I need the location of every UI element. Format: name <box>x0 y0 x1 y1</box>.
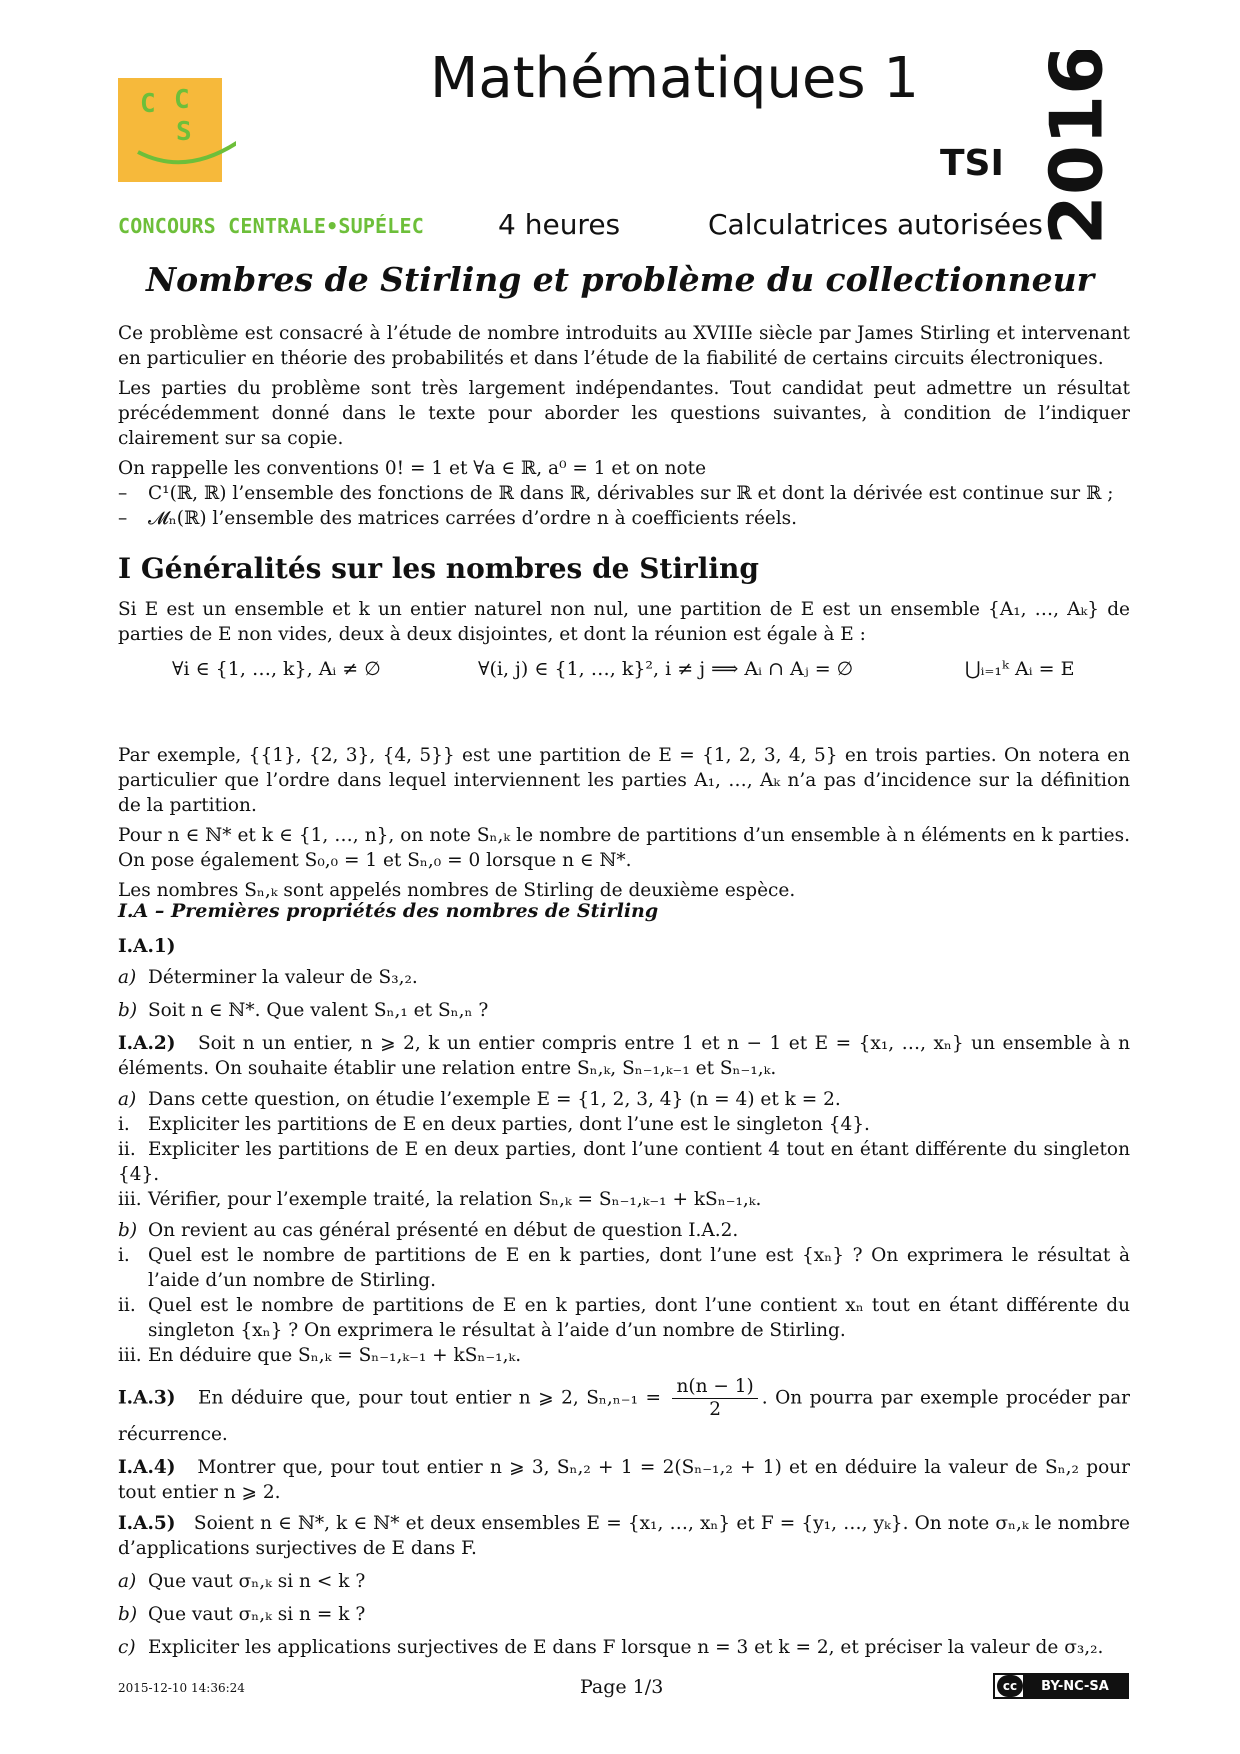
cc-icon: cc <box>997 1675 1023 1697</box>
intro <box>118 321 1130 531</box>
item-label: c) <box>118 1637 136 1658</box>
item-label: a) <box>118 1571 137 1592</box>
question-item <box>118 1087 1130 1112</box>
list-dash: – <box>118 508 128 529</box>
question-text: . On pourra par exemple procéder par récurrence. <box>118 1387 1130 1445</box>
question-text: Vérifier, pour l’exemple traité, la relation Sₙ,ₖ = Sₙ₋₁,ₖ₋₁ + kSₙ₋₁,ₖ. <box>148 1189 762 1210</box>
fraction-denominator: 2 <box>709 1399 721 1420</box>
question-text: Soient n ∈ ℕ*, k ∈ ℕ* et deux ensembles E = {x₁, …, xₙ} et F = {y₁, …, yₖ}. On note σₙ,ₖ le nombre d’applications surjectives de E dans F. <box>118 1513 1130 1559</box>
section1-p1: Si E est un ensemble et k un entier naturel non nul, une partition de E est un ensemble {A₁, …, Aₖ} de parties de E non vides, deux à deux disjointes, et dont la réunion est égale à E : <box>118 599 1130 645</box>
page-number: Page 1/3 <box>580 1676 664 1698</box>
svg-text:S: S <box>176 117 192 147</box>
item-label: iii. <box>118 1189 142 1210</box>
question-subitem <box>118 1137 1130 1187</box>
formula-nonempty: ∀i ∈ {1, …, k}, Aᵢ ≠ ∅ <box>172 658 381 680</box>
question-text: Montrer que, pour tout entier n ⩾ 3, Sₙ,₂ + 1 = 2(Sₙ₋₁,₂ + 1) et en déduire la valeur de Sₙ,₂ pour tout entier n ⩾ 2. <box>118 1457 1130 1503</box>
question-item <box>118 965 1130 990</box>
question-label: I.A.1) <box>118 936 176 957</box>
bullet-matrices: 𝓜ₙ(ℝ) l’ensemble des matrices carrées d’ordre n à coefficients réels. <box>148 508 798 529</box>
question-item <box>118 1602 1130 1627</box>
svg-text:C: C <box>140 89 156 119</box>
question-subitem <box>118 1243 1130 1293</box>
item-label: iii. <box>118 1345 142 1366</box>
duration: 4 heures <box>498 208 621 241</box>
item-label: a) <box>118 1089 137 1110</box>
item-label: b) <box>118 1220 138 1241</box>
logo <box>118 78 236 196</box>
question-text: On revient au cas général présenté en début de question I.A.2. <box>148 1220 739 1241</box>
fraction-numerator: n(n − 1) <box>672 1376 757 1399</box>
problem-title: Nombres de Stirling et problème du collectionneur <box>146 260 1094 299</box>
logo-graphic <box>118 78 236 196</box>
cc-license-badge[interactable] <box>993 1673 1129 1699</box>
section-heading: I Généralités sur les nombres de Stirling <box>118 552 759 585</box>
question-text: Expliciter les partitions de E en deux parties, dont l’une contient 4 tout en étant différente du singleton {4}. <box>118 1139 1130 1185</box>
intro-paragraph-2: Les parties du problème sont très largement indépendantes. Tout candidat peut admettre un résultat précédemment donné dans le texte pour aborder les questions suivantes, à condition de l’indiquer clairement sur sa copie. <box>118 378 1130 449</box>
intro-paragraph-3: On rappelle les conventions 0! = 1 et ∀a ∈ ℝ, a⁰ = 1 et on note <box>118 458 707 479</box>
question-subitem <box>118 1293 1130 1343</box>
question-item <box>118 1635 1130 1660</box>
question-text: En déduire que Sₙ,ₖ = Sₙ₋₁,ₖ₋₁ + kSₙ₋₁,ₖ. <box>148 1345 522 1366</box>
question-text: Déterminer la valeur de S₃,₂. <box>148 967 418 988</box>
calculators-allowed: Calculatrices autorisées <box>708 208 1043 241</box>
section1-p4: Les nombres Sₙ,ₖ sont appelés nombres de Stirling de deuxième espèce. <box>118 880 796 901</box>
question-text: Quel est le nombre de partitions de E en k parties, dont l’une contient xₙ tout en étant différente du singleton {xₙ} ? On exprimera le résultat à l’aide d’un nombre de Stirling. <box>148 1295 1130 1341</box>
year-text: 2016 <box>1034 50 1119 240</box>
list-item <box>118 506 1130 531</box>
timestamp: 2015-12-10 14:36:24 <box>118 1681 245 1695</box>
questions <box>118 934 1130 1660</box>
svg-text:C: C <box>174 85 190 115</box>
question-text: Soit n un entier, n ⩾ 2, k un entier compris entre 1 et n − 1 et E = {x₁, …, xₙ} un ensemble à n éléments. On souhaite établir une relation entre Sₙ,ₖ, Sₙ₋₁,ₖ₋₁ et Sₙ₋₁,ₖ. <box>118 1033 1130 1079</box>
question-item <box>118 1569 1130 1594</box>
question-text: Expliciter les partitions de E en deux parties, dont l’une est le singleton {4}. <box>148 1114 870 1135</box>
question-text: Que vaut σₙ,ₖ si n = k ? <box>148 1604 366 1625</box>
exam-title: Mathématiques 1 <box>430 46 920 111</box>
question-subitem <box>118 1343 1130 1368</box>
question-label: I.A.5) <box>118 1513 176 1534</box>
question-label: I.A.4) <box>118 1457 176 1478</box>
question-label: I.A.2) <box>118 1033 176 1054</box>
question-block <box>118 1511 1130 1561</box>
section1-p2: Par exemple, {{1}, {2, 3}, {4, 5}} est une partition de E = {1, 2, 3, 4, 5} en trois parties. On notera en particulier que l’ordre dans lequel interviennent les parties A₁, …, Aₖ n’a pas d’incidence sur la définition de la partition. <box>118 745 1130 816</box>
list-dash: – <box>118 483 128 504</box>
item-label: a) <box>118 967 137 988</box>
question-item <box>118 1218 1130 1243</box>
question-block <box>118 1031 1130 1081</box>
question-subitem <box>118 1187 1130 1212</box>
question-label: I.A.3) <box>118 1387 176 1409</box>
section1-body <box>118 743 1130 903</box>
item-label: b) <box>118 1604 138 1625</box>
fraction <box>672 1376 757 1421</box>
item-label: i. <box>118 1114 130 1135</box>
license-label: BY-NC-SA <box>1023 1675 1127 1697</box>
logo-text: CONCOURS CENTRALE•SUPÉLEC <box>118 214 425 238</box>
item-label: ii. <box>118 1295 136 1316</box>
formula-disjoint: ∀(i, j) ∈ {1, …, k}², i ≠ j ⟹ Aᵢ ∩ Aⱼ = ∅ <box>478 658 854 680</box>
subsection-heading: I.A – Premières propriétés des nombres de Stirling <box>118 900 659 922</box>
question-text: Que vaut σₙ,ₖ si n < k ? <box>148 1571 366 1592</box>
question-item <box>118 998 1130 1023</box>
section1-p3: Pour n ∈ ℕ* et k ∈ {1, …, n}, on note Sₙ,ₖ le nombre de partitions d’un ensemble à n éléments en k parties. On pose également S₀,₀ = 1 et Sₙ,₀ = 0 lorsque n ∈ ℕ*. <box>118 825 1130 871</box>
intro-paragraph-1: Ce problème est consacré à l’étude de nombre introduits au XVIIIe siècle par James Stirling et intervenant en particulier en théorie des probabilités et dans l’étude de la fiabilité de certains circuits électroniques. <box>118 323 1130 369</box>
question-text: Soit n ∈ ℕ*. Que valent Sₙ,₁ et Sₙ,ₙ ? <box>148 1000 489 1021</box>
question-subitem <box>118 1112 1130 1137</box>
item-label: ii. <box>118 1139 136 1160</box>
item-label: b) <box>118 1000 138 1021</box>
question-text: En déduire que, pour tout entier n ⩾ 2, Sₙ,ₙ₋₁ = <box>197 1387 661 1409</box>
question-block <box>118 1376 1130 1449</box>
question-text: Dans cette question, on étudie l’exemple E = {1, 2, 3, 4} (n = 4) et k = 2. <box>148 1089 841 1110</box>
question-block <box>118 1455 1130 1505</box>
question-text: Expliciter les applications surjectives de E dans F lorsque n = 3 et k = 2, et préciser la valeur de σ₃,₂. <box>148 1637 1104 1658</box>
filiere-label: TSI <box>940 143 1004 184</box>
formula-union: ⋃ᵢ₌₁ᵏ Aᵢ = E <box>965 658 1075 680</box>
item-label: i. <box>118 1245 130 1266</box>
list-item <box>118 481 1130 506</box>
bullet-c1: C¹(ℝ, ℝ) l’ensemble des fonctions de ℝ dans ℝ, dérivables sur ℝ et dont la dérivée est continue sur ℝ ; <box>148 483 1114 504</box>
question-text: Quel est le nombre de partitions de E en k parties, dont l’une est {xₙ} ? On exprimera le résultat à l’aide d’un nombre de Stirling. <box>148 1245 1130 1291</box>
